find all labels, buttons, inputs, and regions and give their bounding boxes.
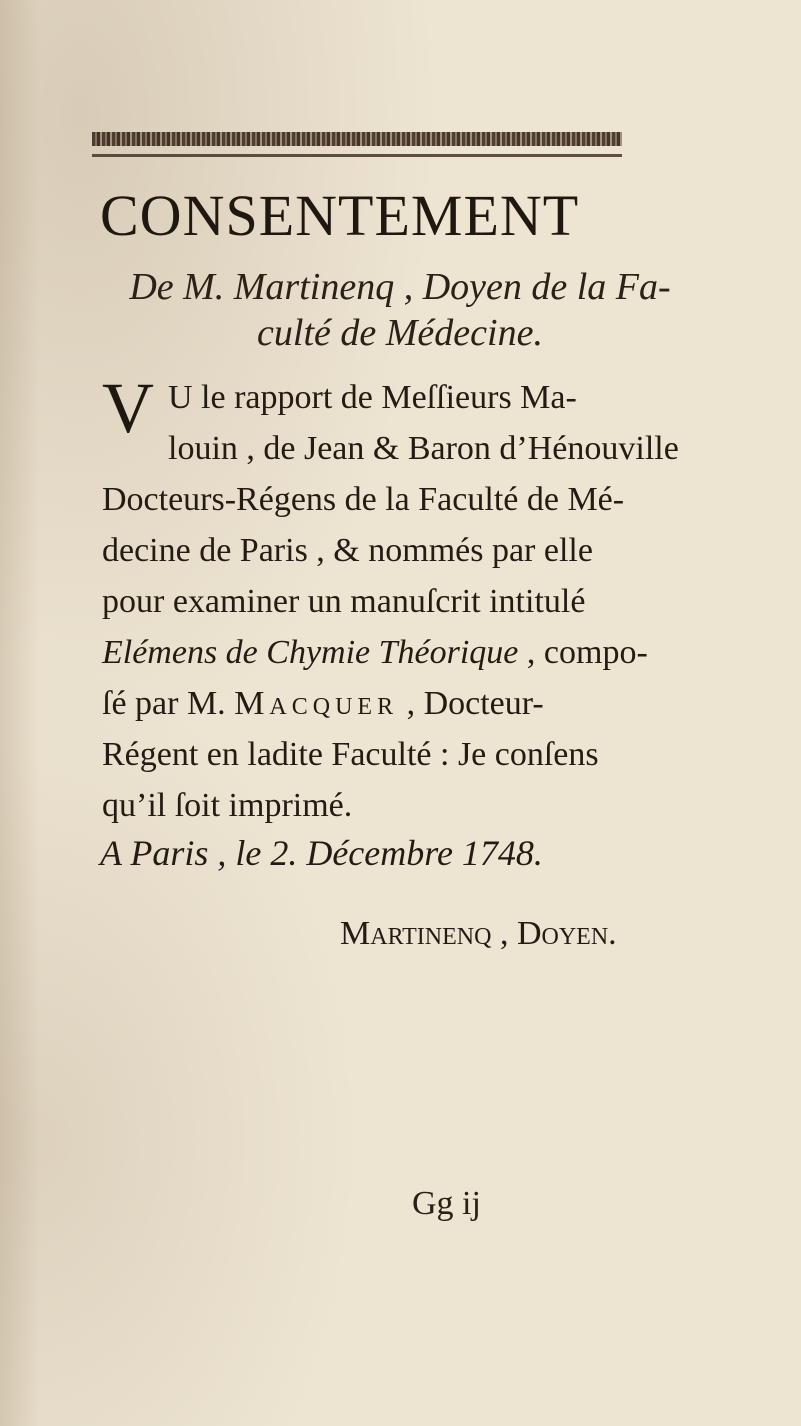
body-line-7-prefix: ſé par M. — [102, 685, 235, 722]
document-title: CONSENTEMENT — [100, 183, 580, 248]
header-rule — [92, 154, 622, 157]
body-line-2: louin , de Jean & Baron d’Hénouville — [168, 430, 679, 467]
body-line-7 — [102, 678, 722, 729]
body-line-9: qu’il ſoit imprimé. — [102, 787, 353, 824]
book-title: Elémens de Chymie Théorique — [102, 634, 519, 671]
printer-signature-mark: Gg ij — [412, 1185, 481, 1222]
body-line-3: Docteurs-Régens de la Faculté de Mé- — [102, 481, 625, 518]
body-line-6-rest: , compo- — [518, 634, 648, 671]
body-line-1: U le rapport de Meſſieurs Ma- — [168, 379, 577, 416]
body-line-6 — [102, 627, 722, 678]
author-name: Macquer — [234, 685, 399, 722]
subtitle-line-1: De M. Martinenq , Doyen de la Fa- — [129, 266, 671, 308]
dateline: A Paris , le 2. Décembre 1748. — [100, 833, 543, 873]
document-subtitle — [100, 264, 700, 356]
body-line-5: pour examiner un manuſcrit intitulé — [102, 583, 586, 620]
subtitle-line-2: culté de Médecine. — [257, 312, 543, 354]
body-line-4: decine de Paris , & nommés par elle — [102, 532, 593, 569]
body-paragraph — [102, 368, 722, 831]
header-ornament — [92, 132, 622, 146]
body-line-8: Régent en ladite Faculté : Je conſens — [102, 736, 599, 773]
body-line-7-suffix: , Docteur- — [398, 685, 544, 722]
signature: Martinenq , Doyen. — [340, 915, 617, 952]
drop-cap: V — [102, 368, 154, 448]
